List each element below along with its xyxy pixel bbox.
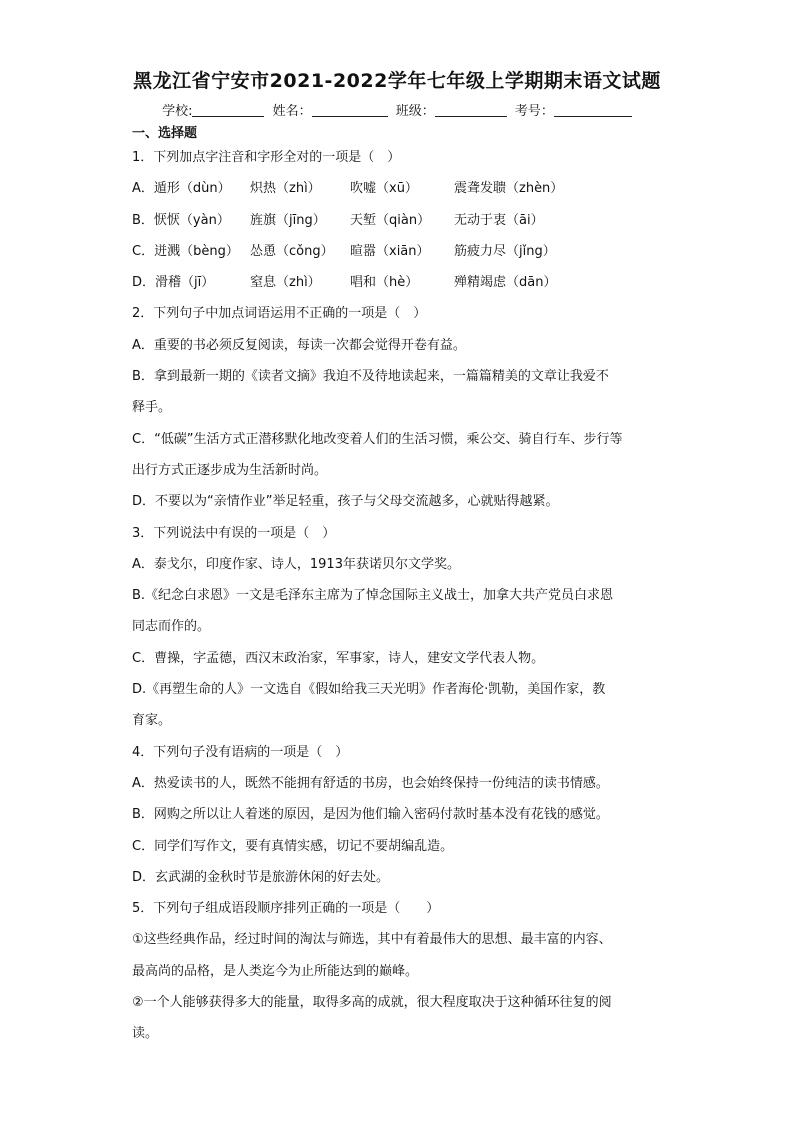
page-title: 黑龙江省宁安市2021-2022学年七年级上学期期末语文试题 <box>133 70 661 92</box>
option-word: 殚精竭虑（dān） <box>454 275 557 291</box>
q4-stem: 4．下列句子没有语病的一项是（ ） <box>132 744 349 760</box>
q3-option-d-cont: 育家。 <box>132 713 172 729</box>
option-word: 暄嚣（xiān） <box>350 243 430 259</box>
q4-option-a[interactable]: A．热爱读书的人，既然不能拥有舒适的书房，也会始终保持一份纯洁的读书情感。 <box>132 775 609 791</box>
option-label: D． <box>132 275 156 291</box>
class-field[interactable] <box>396 102 507 122</box>
option-word: 筋疲力尽（jǐng） <box>454 243 556 259</box>
number-blank[interactable] <box>554 102 632 117</box>
q2-option-a[interactable]: A．重要的书必须反复阅读，每读一次都会觉得开卷有益。 <box>132 337 466 353</box>
q2-option-d[interactable]: D．不要以为“亲情作业”举足轻重，孩子与父母交流越多，心就贴得越紧。 <box>132 494 559 510</box>
option-item <box>132 211 250 231</box>
option-word: 炽热（zhì） <box>250 181 321 197</box>
option-word: 无动于衷（āi） <box>454 212 544 228</box>
option-label: A． <box>132 181 154 197</box>
q5-sentence-2: ②一个人能够获得多大的能量，取得多高的成就，很大程度取决于这种循环往复的阅 <box>132 995 612 1011</box>
option-word: 吹嘘（xū） <box>350 181 418 197</box>
option-word: 窒息（zhì） <box>250 275 321 291</box>
option-word: 迸溅（bèng） <box>154 243 239 259</box>
q1-stem: 1．下列加点字注音和字形全对的一项是（ ） <box>132 150 401 165</box>
name-blank[interactable] <box>312 102 388 117</box>
question-list <box>132 148 662 1056</box>
option-word: 唱和（hè） <box>350 275 419 291</box>
option-label: C． <box>132 243 155 259</box>
school-blank[interactable] <box>192 102 264 117</box>
name-label: 姓名： <box>272 104 312 119</box>
q4-option-c[interactable]: C．同学们写作文，要有真情实感，切记不要胡编乱造。 <box>132 838 454 854</box>
option-word: 旌旗（jīng） <box>250 212 326 228</box>
q5-stem: 5．下列句子组成语段顺序排列正确的一项是（ ） <box>132 901 440 917</box>
q3-option-b[interactable]: B.《纪念白求恩》一文是毛泽东主席为了悼念国际主义战士，加拿大共产党员白求恩 <box>132 588 614 604</box>
option-item <box>132 273 250 293</box>
section-heading: 一、选择题 <box>132 126 198 141</box>
q2-stem: 2．下列句子中加点词语运用不正确的一项是（ ） <box>132 306 427 322</box>
option-word: 天堑（qiàn） <box>350 212 431 228</box>
school-label: 学校: <box>162 104 193 119</box>
q4-option-d[interactable]: D．玄武湖的金秋时节是旅游休闲的好去处。 <box>132 869 390 885</box>
q1-option-d[interactable] <box>132 273 662 304</box>
option-label: B． <box>132 212 154 228</box>
q1-option-c[interactable] <box>132 242 662 273</box>
q3-stem: 3．下列说法中有误的一项是（ ） <box>132 525 336 541</box>
q3-option-a[interactable]: A．泰戈尔，印度作家、诗人，1913年获诺贝尔文学奖。 <box>132 556 460 572</box>
option-word: 怂恿（cǒng） <box>250 243 334 259</box>
option-word: 震聋发聩（zhèn） <box>454 181 564 197</box>
q5-sentence-2-cont: 读。 <box>132 1026 159 1042</box>
option-word: 恹恹（yàn） <box>153 212 230 228</box>
q3-option-d[interactable]: D.《再塑生命的人》一文选自《假如给我三天光明》作者海伦·凯勒，美国作家，教 <box>132 682 606 698</box>
q1-option-a[interactable] <box>132 179 662 210</box>
q5-sentence-1-cont: 最高尚的品格，是人类迄今为止所能达到的巅峰。 <box>132 963 419 979</box>
school-field[interactable] <box>162 102 264 122</box>
number-label: 考号： <box>514 104 554 119</box>
q2-option-b[interactable]: B．拿到最新一期的《读者文摘》我迫不及待地读起来，一篇篇精美的文章让我爱不 <box>132 369 609 385</box>
student-info-row <box>0 102 794 122</box>
q2-option-c[interactable]: C．“低碳”生活方式正潜移默化地改变着人们的生活习惯，乘公交、骑自行车、步行等 <box>132 431 623 447</box>
option-word: 遁形（dùn） <box>153 181 231 197</box>
class-blank[interactable] <box>435 102 507 117</box>
q2-option-b-cont: 释手。 <box>132 400 172 416</box>
option-item <box>132 242 250 262</box>
q4-option-b[interactable]: B．网购之所以让人着迷的原因，是因为他们输入密码付款时基本没有花钱的感觉。 <box>132 807 609 823</box>
q5-sentence-1: ①这些经典作品，经过时间的淘汰与筛选，其中有着最伟大的思想、最丰富的内容、 <box>132 932 612 948</box>
name-field[interactable] <box>273 102 388 122</box>
q3-option-b-cont: 同志而作的。 <box>132 619 211 635</box>
number-field[interactable] <box>515 102 632 122</box>
option-word: 滑稽（jī） <box>155 275 215 291</box>
q2-option-c-cont: 出行方式正逐步成为生活新时尚。 <box>132 462 328 478</box>
class-label: 班级： <box>395 104 435 119</box>
option-item <box>132 179 250 199</box>
q3-option-c[interactable]: C．曹操，字孟德，西汉末政治家，军事家，诗人，建安文学代表人物。 <box>132 650 545 666</box>
q1-option-b[interactable] <box>132 211 662 242</box>
